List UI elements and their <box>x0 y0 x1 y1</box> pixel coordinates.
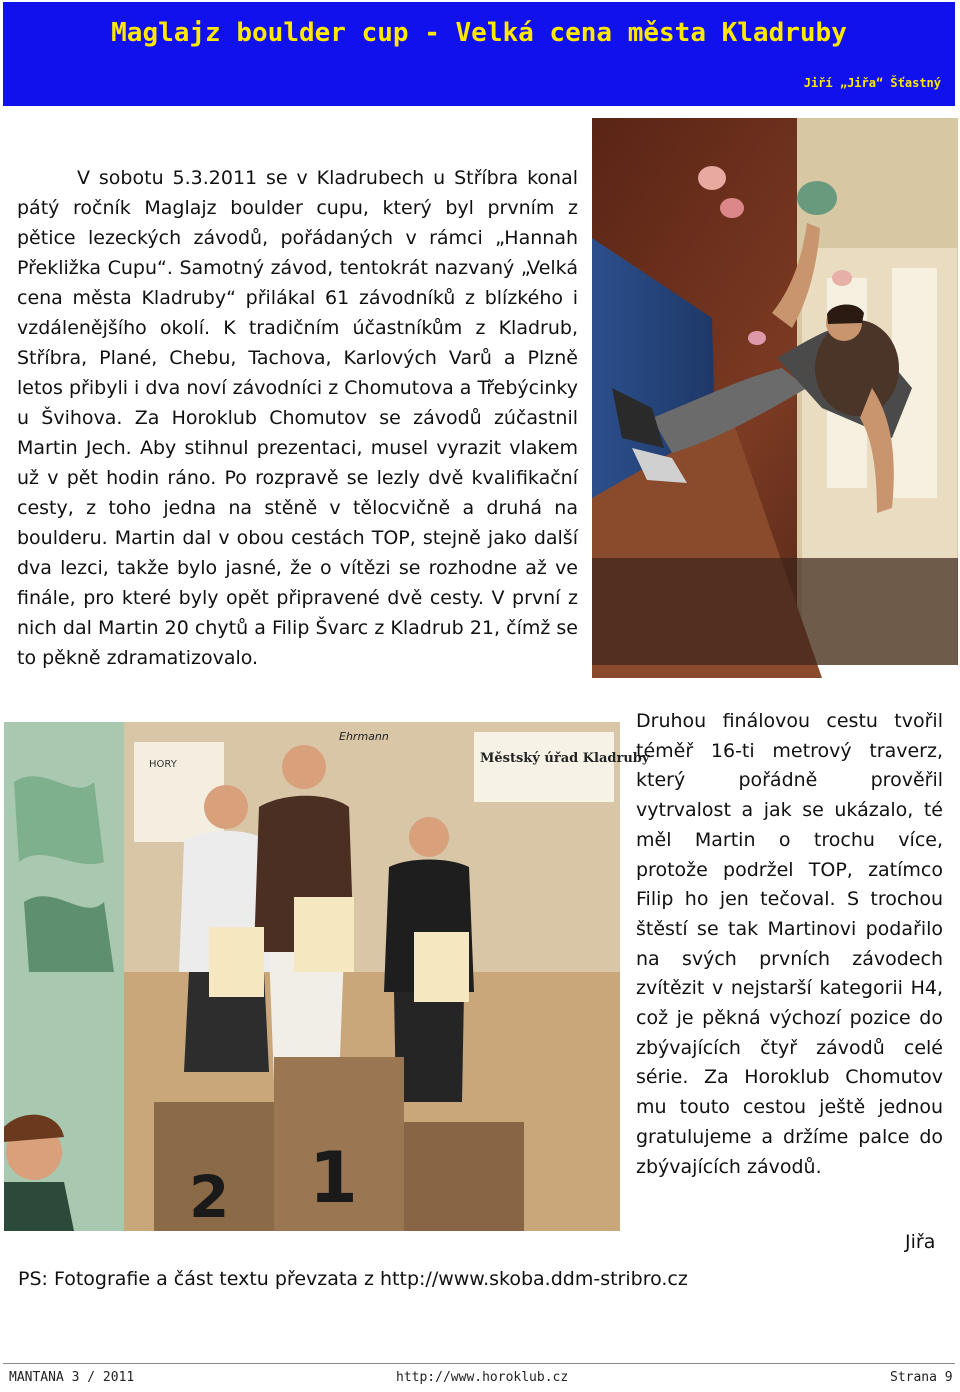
footer-issue: MANTANA 3 / 2011 <box>9 1370 135 1385</box>
footer-divider <box>3 1363 955 1364</box>
footer-page-number: Strana 9 <box>890 1370 953 1385</box>
side-paragraph: Druhou finálovou cestu tvořil téměř 16-ti metrový traverz, který pořádně prověřil vytrvalost a jak se ukázalo, té měl Martin o trochu více, protože podržel TOP, zatímco Filip ho jen tečoval. S trochou štěstí se tak Martinovi podařilo na svých prvních závodech zvítězit v nejstarší kategorii H4, což je pěkná výchozí pozice do zbývajících čtyř závodů celé série. Za Horoklub Chomutov mu touto cestou ještě jednou gratulujeme a držíme palce do zbývajících závodů. <box>636 710 943 1178</box>
place-1-number: 1 <box>309 1137 358 1219</box>
ps-note: PS: Fotografie a část textu převzata z http://www.skoba.ddm-stribro.cz <box>18 1268 688 1290</box>
signature: Jiřa <box>905 1231 936 1253</box>
podium-photo <box>4 722 650 1231</box>
page-header <box>3 2 955 106</box>
article-paragraph: V sobotu 5.3.2011 se v Kladrubech u Stříbra konal pátý ročník Maglajz boulder cupu, který byl prvním z pětice lezeckých závodů, pořádaných v rámci „Hannah Překližka Cupu“. Samotný závod, tentokrát nazvaný „Velká cena města Kladruby“ přilákal 61 závodníků z blízkého i vzdálenějšího okolí. K tradičním účastníkům z Kladrub, Stříbra, Plané, Chebu, Tachova, Karlových Varů a Plzně letos přibyli i dva noví závodníci z Chomutova a Třebýcinky u Švihova. Za Horoklub Chomutov se závodů zúčastnil Martin Jech. Aby stihnul prezentaci, musel vyrazit vlakem už v pět hodin ráno. Po rozpravě se lezly dvě kvalifikační cesty, z toho jedna na stěně v tělocvičně a druhá na boulderu. Martin dal v obou cestách TOP, stejně jako další dva lezci, takže bylo jasné, že o vítězi se rozhodne až ve finále, pro které byly opět připravené dvě cesty. V první z nich dal Martin 20 chytů a Filip Švarc z Kladrub 21, čímž se to pěkně zdramatizovalo. <box>17 167 578 669</box>
place-2-number: 2 <box>189 1163 230 1231</box>
podium-sponsor: Ehrmann <box>339 730 389 743</box>
podium-left-logo: HORY <box>149 759 177 770</box>
podium-banner: Městský úřad Kladruby <box>480 751 650 766</box>
side-column <box>636 707 943 1182</box>
article-body <box>17 163 578 673</box>
footer-website-link[interactable]: http://www.horoklub.cz <box>396 1370 569 1385</box>
page-title: Maglajz boulder cup - Velká cena města Kladruby <box>111 18 847 48</box>
header-author: Jiří „Jiřa“ Šťastný <box>803 76 941 90</box>
climber-photo <box>592 118 958 665</box>
